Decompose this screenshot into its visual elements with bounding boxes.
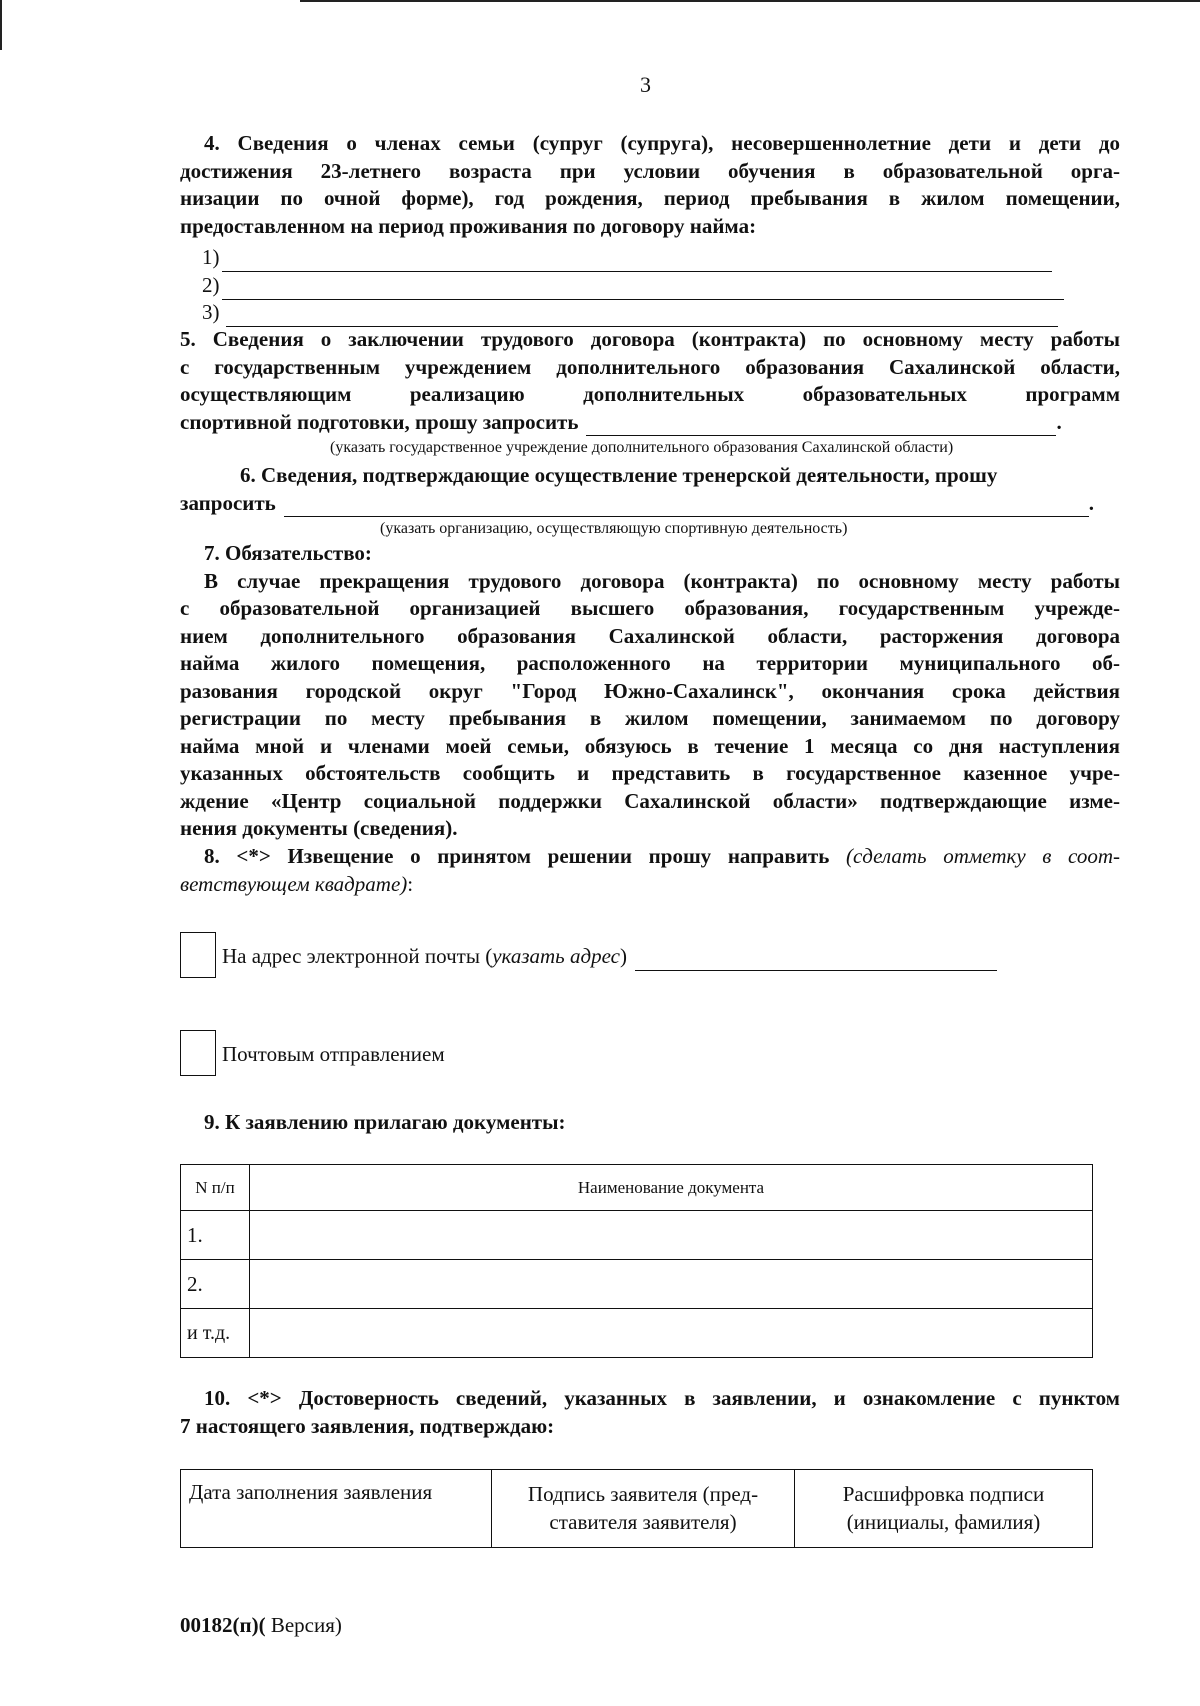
section-5-line: 5. Сведения о заключении трудового договора (контракта) по основному месту работы (180, 327, 1120, 351)
email-option-label-suffix: ) (619, 944, 627, 968)
document-name-cell[interactable] (250, 1211, 1093, 1260)
section-8-instruction: (сделать отметку в соот- (845, 844, 1121, 868)
family-member-3 (202, 299, 1058, 327)
section-7-line: указанных обстоятельств сообщить и представить в государственное казенное учре- (180, 761, 1120, 785)
email-option-checkbox[interactable] (180, 932, 216, 978)
scan-edge-left (0, 0, 2, 50)
section-6-request-label: запросить (180, 490, 276, 515)
section-7-title: 7. Обязательство: (204, 541, 372, 565)
section-7-line: найма жилого помещения, расположенного на территории муниципального об- (180, 651, 1120, 675)
section-6-note: (указать организацию, осуществляющую спортивную деятельность) (380, 520, 848, 537)
family-member-1 (202, 244, 1052, 272)
section-7-line: регистрации по месту пребывания в жилом помещении, занимаемом по договору (180, 706, 1120, 730)
table-header-number: N п/п (181, 1165, 250, 1211)
signature-decoding-cell[interactable] (795, 1470, 1093, 1548)
section-5-institution-field[interactable] (586, 415, 1056, 436)
section-5-request-label: спортивной подготовки, прошу запросить (180, 409, 579, 434)
family-member-3-field[interactable] (226, 306, 1059, 327)
post-option-checkbox[interactable] (180, 1030, 216, 1076)
email-option-label-hint: указать адрес (492, 944, 620, 968)
document-version: Версия) (265, 1613, 342, 1637)
section-7 (180, 540, 1120, 843)
section-4 (180, 130, 1120, 240)
family-member-number: 1) (202, 245, 220, 269)
row-number: 2. (181, 1260, 250, 1309)
table-header-document-name: Наименование документа (250, 1165, 1093, 1211)
signature-label-line-2: ставителя заявителя) (549, 1510, 737, 1534)
section-6-line: 6. Сведения, подтверждающие осуществление тренерской деятельности, прошу (240, 463, 998, 487)
family-member-number: 2) (202, 273, 220, 297)
attachments-table (180, 1164, 1093, 1358)
document-name-cell[interactable] (250, 1260, 1093, 1309)
document-code (180, 1612, 342, 1640)
section-10-line: 7 настоящего заявления, подтверждаю: (180, 1413, 555, 1438)
email-option (222, 943, 997, 971)
section-8-instruction-continued: ветствующем квадрате) (180, 871, 408, 896)
family-member-1-field[interactable] (222, 251, 1053, 272)
section-7-line: нием дополнительного образования Сахалинской области, расторжения договора (180, 623, 1120, 648)
signature-label-line-1: Подпись заявителя (пред- (527, 1482, 759, 1506)
section-8-colon: : (407, 871, 414, 896)
section-7-line: нения документы (сведения). (180, 816, 458, 840)
section-10-line: 10. <*> Достоверность сведений, указанных в заявлении, и ознакомление с пунктом (204, 1386, 1120, 1410)
email-option-label (222, 943, 627, 971)
document-name-cell[interactable] (250, 1309, 1093, 1358)
date-filled-cell[interactable] (181, 1470, 492, 1548)
section-4-line: низации по очной форме), год рождения, период пребывания в жилом помещении, (180, 186, 1120, 210)
email-address-field[interactable] (635, 950, 997, 971)
family-member-2-field[interactable] (222, 279, 1065, 300)
section-8 (180, 843, 1120, 898)
section-4-line: достижения 23-летнего возраста при условии обучения в образовательной орга- (180, 158, 1120, 183)
section-7-line: найма мной и членами моей семьи, обязуюсь в течение 1 месяца со дня наступления (180, 733, 1120, 758)
section-5-line: осуществляющим реализацию дополнительных образовательных программ (180, 382, 1120, 406)
signature-table (180, 1469, 1093, 1548)
section-8-line-1 (180, 843, 1120, 871)
section-5-line: с государственным учреждением дополнительного образования Сахалинской области, (180, 354, 1120, 379)
section-7-line: с образовательной организацией высшего образования, государственным учрежде- (180, 596, 1120, 620)
section-5-request-line (180, 409, 1120, 437)
family-member-2 (202, 272, 1064, 300)
section-7-line: разования городской округ "Город Южно-Сахалинск", окончания срока действия (180, 678, 1120, 703)
decoding-label-line-1: Расшифровка подписи (842, 1482, 1045, 1506)
section-7-line: ждение «Центр социальной поддержки Сахалинской области» подтверждающие изме- (180, 788, 1120, 813)
post-option-label: Почтовым отправлением (222, 1042, 445, 1066)
row-number: 1. (181, 1211, 250, 1260)
decoding-label-line-2: (инициалы, фамилия) (846, 1510, 1041, 1534)
section-6-organization-field[interactable] (284, 496, 1089, 517)
section-5-note: (указать государственное учреждение дополнительного образования Сахалинской области) (330, 439, 954, 456)
page-number: 3 (640, 72, 651, 97)
section-4-line: предоставленном на период проживания по договору найма: (180, 213, 757, 238)
table-row (181, 1309, 1093, 1358)
section-8-label: 8. <*> Извещение о принятом решении прошу направить (204, 844, 830, 868)
applicant-signature-cell[interactable] (492, 1470, 795, 1548)
section-6 (180, 462, 1120, 517)
email-option-label-prefix: На адрес электронной почты ( (222, 944, 493, 968)
section-4-line: 4. Сведения о членах семьи (супруг (супруга), несовершеннолетние дети и дети до (204, 131, 1120, 155)
family-member-number: 3) (202, 300, 220, 324)
date-filled-label: Дата заполнения заявления (189, 1480, 433, 1504)
section-8-line-2 (180, 871, 1120, 899)
section-6-period: . (1088, 490, 1095, 515)
section-9-title: 9. К заявлению прилагаю документы: (204, 1110, 566, 1134)
section-5-period: . (1056, 409, 1062, 434)
section-7-line: В случае прекращения трудового договора (контракта) по основному месту работы (204, 568, 1120, 593)
section-5 (180, 326, 1120, 436)
table-row (181, 1211, 1093, 1260)
table-header-row (181, 1165, 1093, 1211)
signature-row (181, 1470, 1093, 1548)
row-number: и т.д. (181, 1309, 250, 1358)
section-10 (180, 1385, 1120, 1440)
scan-edge-top (300, 0, 1200, 2)
table-row (181, 1260, 1093, 1309)
document-code-number: 00182(п)( (180, 1613, 266, 1637)
section-6-request-line (180, 490, 1120, 518)
